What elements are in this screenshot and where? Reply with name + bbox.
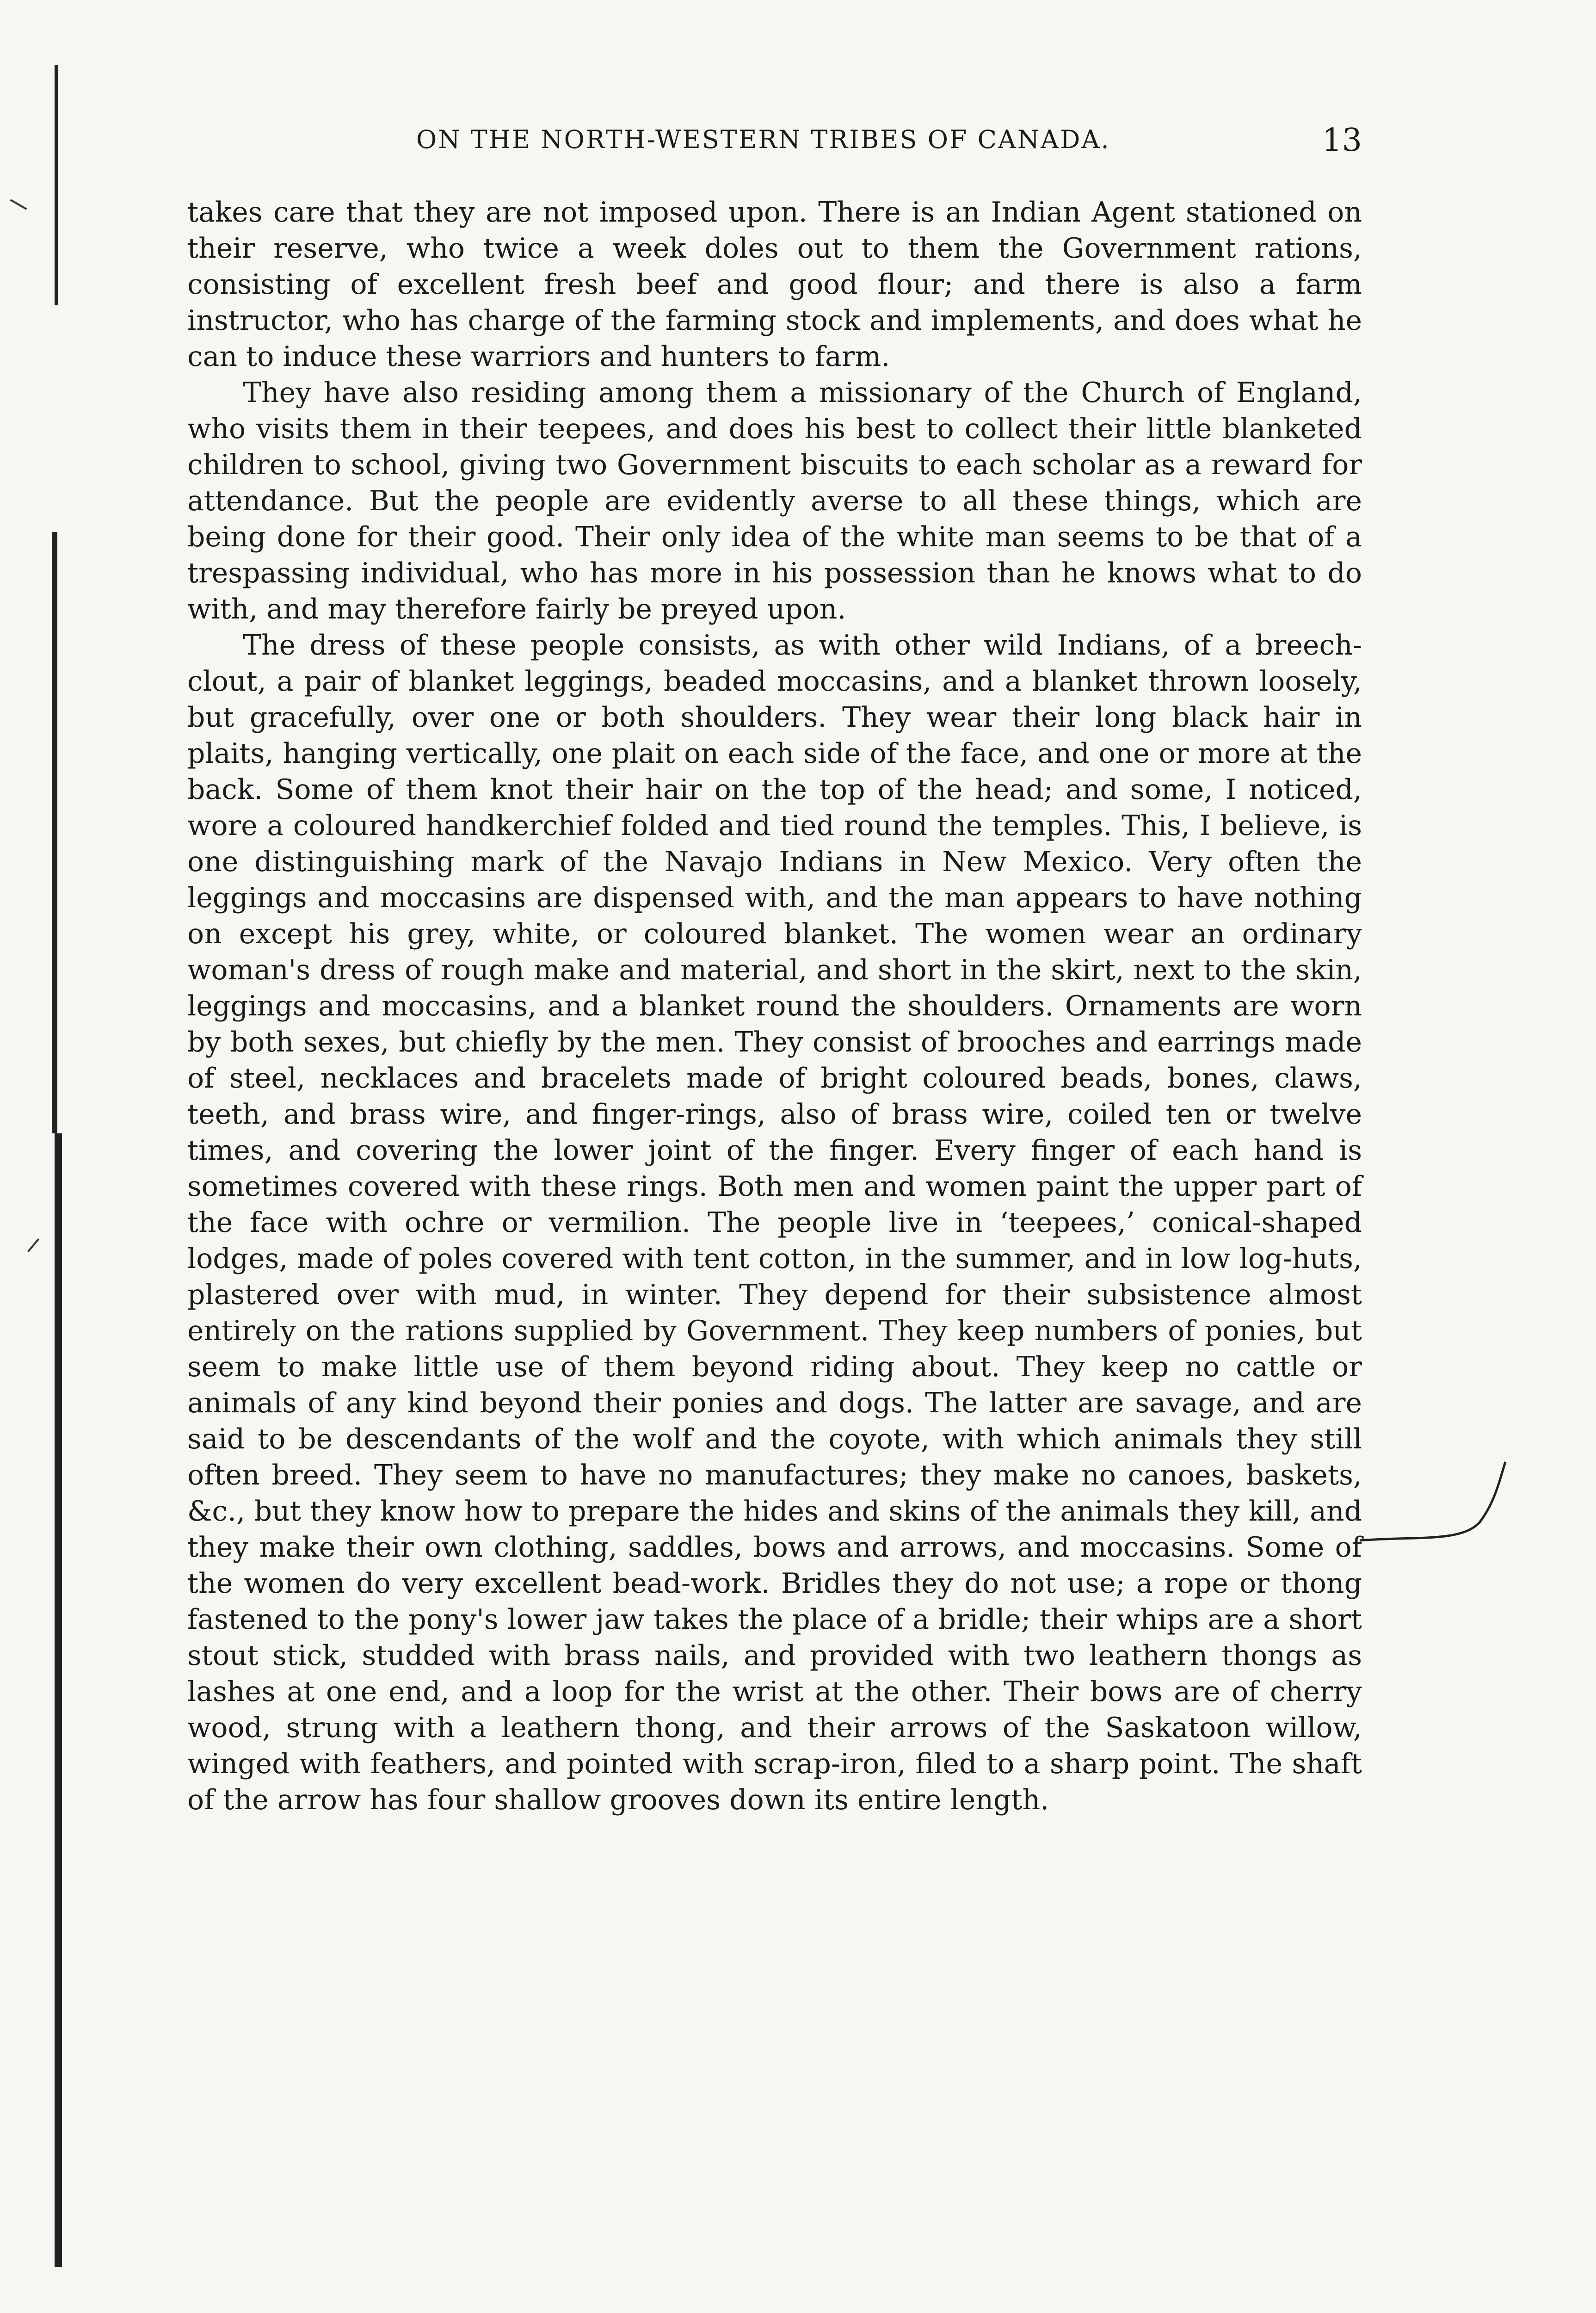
binding-shadow (55, 65, 58, 305)
margin-tick-mark (10, 199, 27, 210)
binding-shadow (55, 1133, 62, 2267)
margin-pen-stroke (1360, 1457, 1508, 1550)
margin-tick-mark (27, 1238, 39, 1252)
binding-shadow (52, 532, 57, 1133)
page-number: 13 (1322, 122, 1362, 159)
running-head: ON THE NORTH-WESTERN TRIBES OF CANADA. (416, 125, 1110, 154)
page-header (416, 122, 1362, 167)
body-text (187, 194, 1362, 1818)
paragraph: They have also residing among them a missionary of the Church of England, who visits them in their teepees, and does his best to collect their little blanketed children to school, giving two Government biscuits to each scholar as a reward for attendance. But the people are evidently averse to all these things, which are being done for their good. Their only idea of the white man seems to be that of a trespassing individual, who has more in his possession than he knows what to do with, and may therefore fairly be preyed upon. (187, 377, 1362, 625)
paragraph: takes care that they are not imposed upon. There is an Indian Agent stationed on their reserve, who twice a week doles out to them the Government rations, consisting of excellent fresh beef and good flour; and there is also a farm instructor, who has charge of the farming stock and implements, and does what he can to induce these warriors and hunters to farm. (187, 196, 1362, 373)
paragraph: The dress of these people consists, as with other wild Indians, of a breech-clout, a pair of blanket leggings, beaded moccasins, and a blanket thrown loosely, but gracefully, over one or both shoulders. They wear their long black hair in plaits, hanging vertically, one plait on each side of the face, and one or more at the back. Some of them knot their hair on the top of the head; and some, I noticed, wore a coloured handkerchief folded and tied round the temples. This, I believe, is one distinguishing mark of the Navajo Indians in New Mexico. Very often the leggings and moccasins are dispensed with, and the man appears to have nothing on except his grey, white, or coloured blanket. The women wear an ordinary woman's dress of rough make and material, and short in the skirt, next to the skin, leggings and moccasins, and a blanket round the shoulders. Ornaments are worn by both sexes, but chiefly by the men. They consist of brooches and earrings made of steel, necklaces and bracelets made of bright coloured beads, bones, claws, teeth, and brass wire, and finger-rings, also of brass wire, coiled ten or twelve times, and covering the lower joint of the finger. Every finger of each hand is sometimes covered with these rings. Both men and women paint the upper part of the face with ochre or vermilion. The people live in ‘teepees,’ conical-shaped lodges, made of poles covered with tent cotton, in the summer, and in low log-huts, plastered over with mud, in winter. They depend for their subsistence almost entirely on the rations supplied by Government. They keep numbers of ponies, but seem to make little use of them beyond riding about. They keep no cattle or animals of any kind beyond their ponies and dogs. The latter are savage, and are said to be descendants of the wolf and the coyote, with which animals they still often breed. They seem to have no manufactures; they make no canoes, baskets, &c., but they know how to prepare the hides and skins of the animals they kill, and they make their own clothing, saddles, bows and arrows, and moccasins. Some of the women do very excellent bead-work. Bridles they do not use; a rope or thong fastened to the pony's lower jaw takes the place of a bridle; their whips are a short stout stick, studded with brass nails, and provided with two leathern thongs as lashes at one end, and a loop for the wrist at the other. Their bows are of cherry wood, strung with a leathern thong, and their arrows of the Saskatoon willow, winged with feathers, and pointed with scrap-iron, filed to a sharp point. The shaft of the arrow has four shallow grooves down its entire length. (187, 629, 1362, 1816)
